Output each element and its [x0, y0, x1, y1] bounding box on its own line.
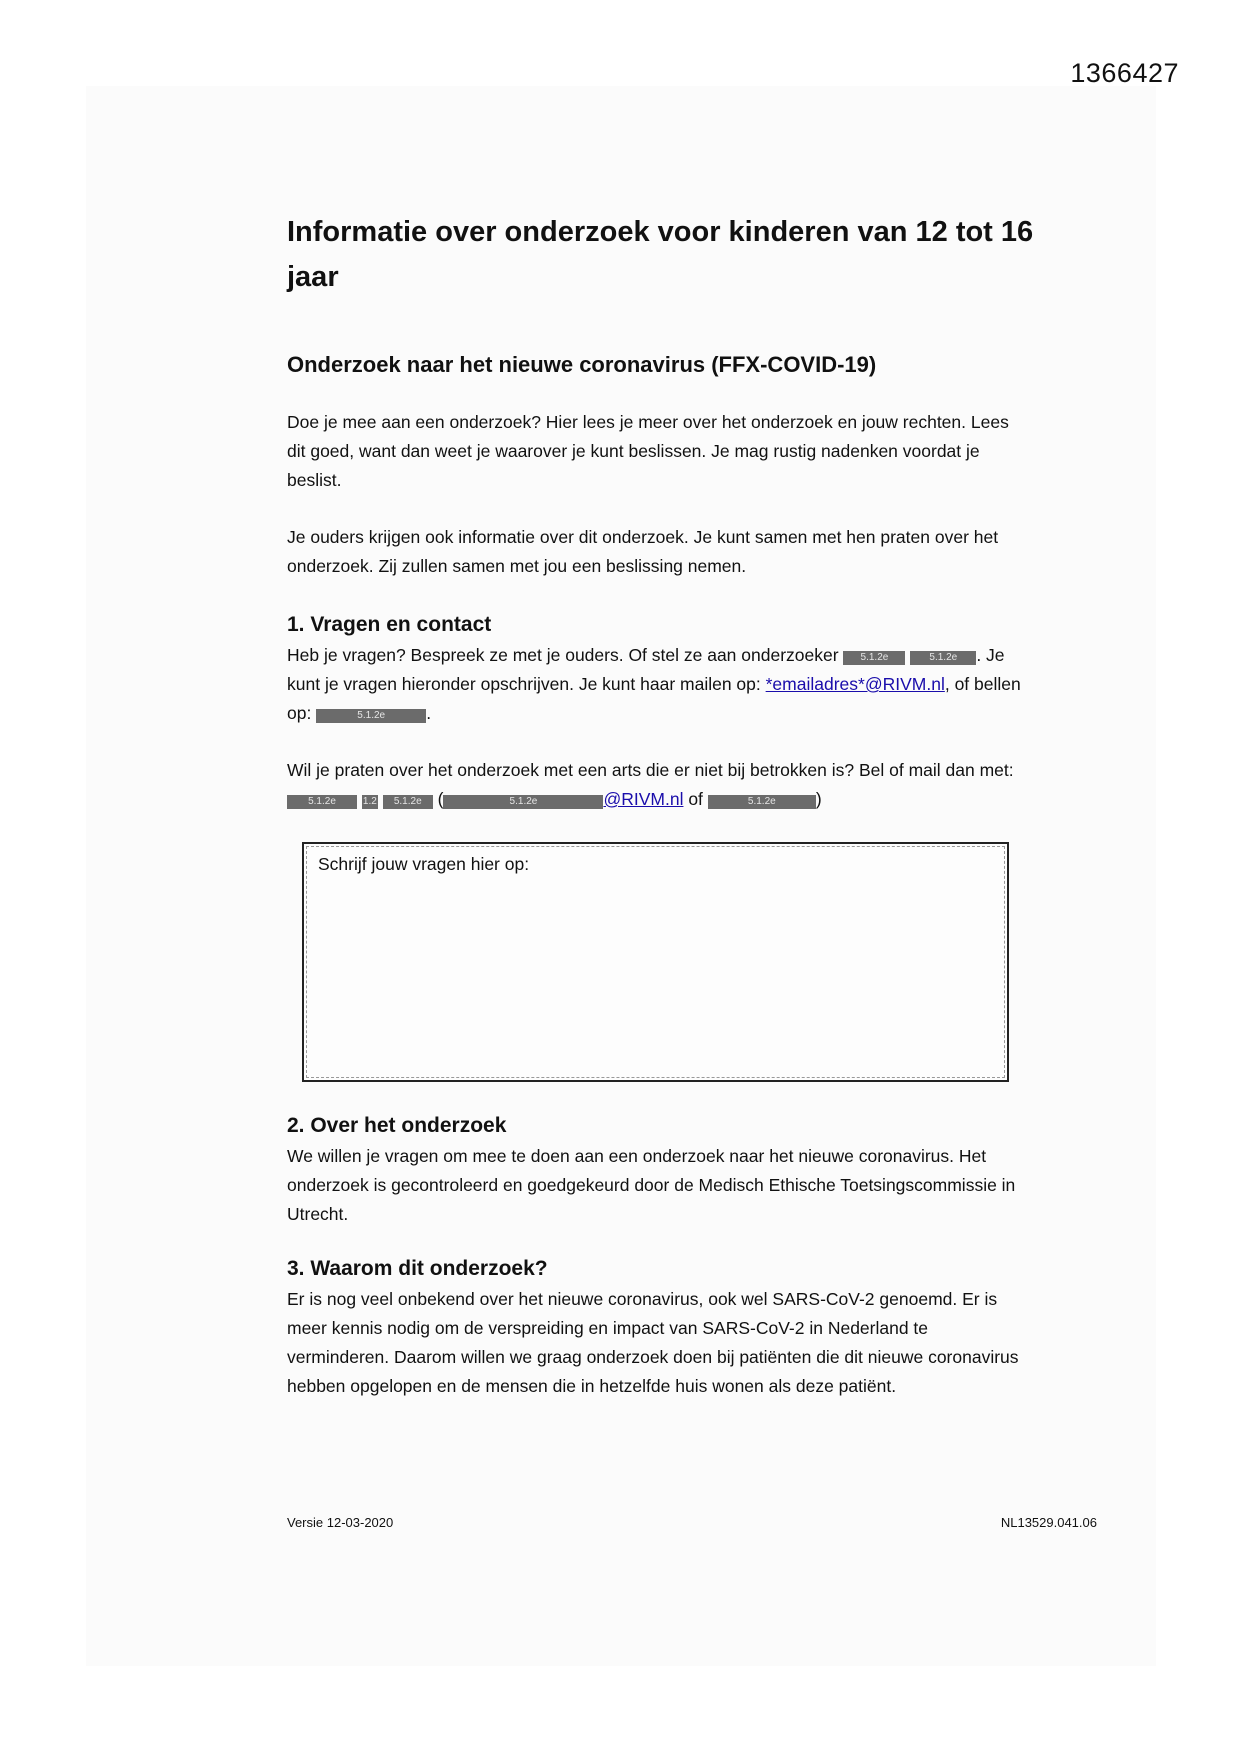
section-1-heading: 1. Vragen en contact: [287, 613, 492, 636]
redaction-box: 1.2: [362, 796, 377, 807]
close-paren: ): [815, 789, 822, 809]
redaction-box: 5.1.2e: [708, 795, 816, 809]
email-link[interactable]: *emailadres*@RIVM.nl: [765, 674, 945, 694]
intro-paragraph-2: Je ouders krijgen ook informatie over dit onderzoek. Je kunt samen met hen praten over het onderzoek. Zij zullen samen met jou een beslissing nemen.: [287, 527, 999, 576]
redaction-box: 5.1.2e: [316, 709, 426, 723]
contact-text-2: . Je kunt je vragen hieronder opschrijven. Je kunt haar mailen op:: [287, 645, 1005, 694]
questions-box-label: Schrijf jouw vragen hier op:: [318, 854, 530, 874]
redaction-box: 5.1.2e: [287, 795, 357, 809]
redaction-box: 5.1.2e: [383, 795, 433, 809]
section-3-text: Er is nog veel onbekend over het nieuwe coronavirus, ook wel SARS-CoV-2 genoemd. Er is meer kennis nodig om de verspreiding en impact van SARS-CoV-2 in Nederland te verminderen. Daarom willen we graag onderzoek doen bij patiënten die dit nieuwe coronavirus hebben opgelopen en de mensen die in hetzelfde huis wonen als deze patiënt.: [287, 1289, 1019, 1396]
section-1-paragraph-2: [287, 756, 1027, 814]
redaction-box: 5.1.2e: [443, 795, 603, 809]
footer-code: NL13529.041.06: [1000, 1515, 1097, 1530]
section-3-heading: 3. Waarom dit onderzoek?: [287, 1257, 548, 1280]
redaction-box: 5.1.2e: [910, 651, 976, 665]
intro-paragraph-1: Doe je mee aan een onderzoek? Hier lees je meer over het onderzoek en jouw rechten. Lees dit goed, want dan weet je waarover je kunt beslissen. Je mag rustig nadenken voordat je beslist.: [287, 412, 1009, 490]
doctor-email-link[interactable]: @RIVM.nl: [603, 789, 684, 809]
open-paren: (: [437, 789, 444, 809]
document-number: 1366427: [1070, 58, 1179, 88]
redaction-box: 5.1.2e: [843, 651, 905, 665]
or-text: of: [688, 789, 703, 809]
page-subtitle: Onderzoek naar het nieuwe coronavirus (FFX-COVID-19): [287, 352, 877, 377]
section-2-heading: 2. Over het onderzoek: [287, 1114, 507, 1137]
document-body-continued: [287, 1112, 1047, 1401]
document-body: [287, 210, 1047, 814]
contact-text-1: Heb je vragen? Bespreek ze met je ouders. Of stel ze aan onderzoeker: [287, 645, 839, 665]
section-2-text: We willen je vragen om mee te doen aan een onderzoek naar het nieuwe coronavirus. Het onderzoek is gecontroleerd en goedgekeurd door de Medisch Ethische Toetsingscommissie in Utrecht.: [287, 1146, 1016, 1224]
page-title: Informatie over onderzoek voor kinderen van 12 tot 16 jaar: [287, 216, 1034, 293]
questions-box[interactable]: [302, 842, 1009, 1082]
independent-doctor-text: Wil je praten over het onderzoek met een arts die er niet bij betrokken is? Bel of mail dan met:: [287, 760, 1014, 780]
contact-text-3: , of bellen op:: [287, 674, 1021, 723]
contact-text-end: .: [426, 703, 432, 723]
section-1-paragraph-1: [287, 641, 1027, 728]
footer-version: Versie 12-03-2020: [287, 1515, 394, 1530]
